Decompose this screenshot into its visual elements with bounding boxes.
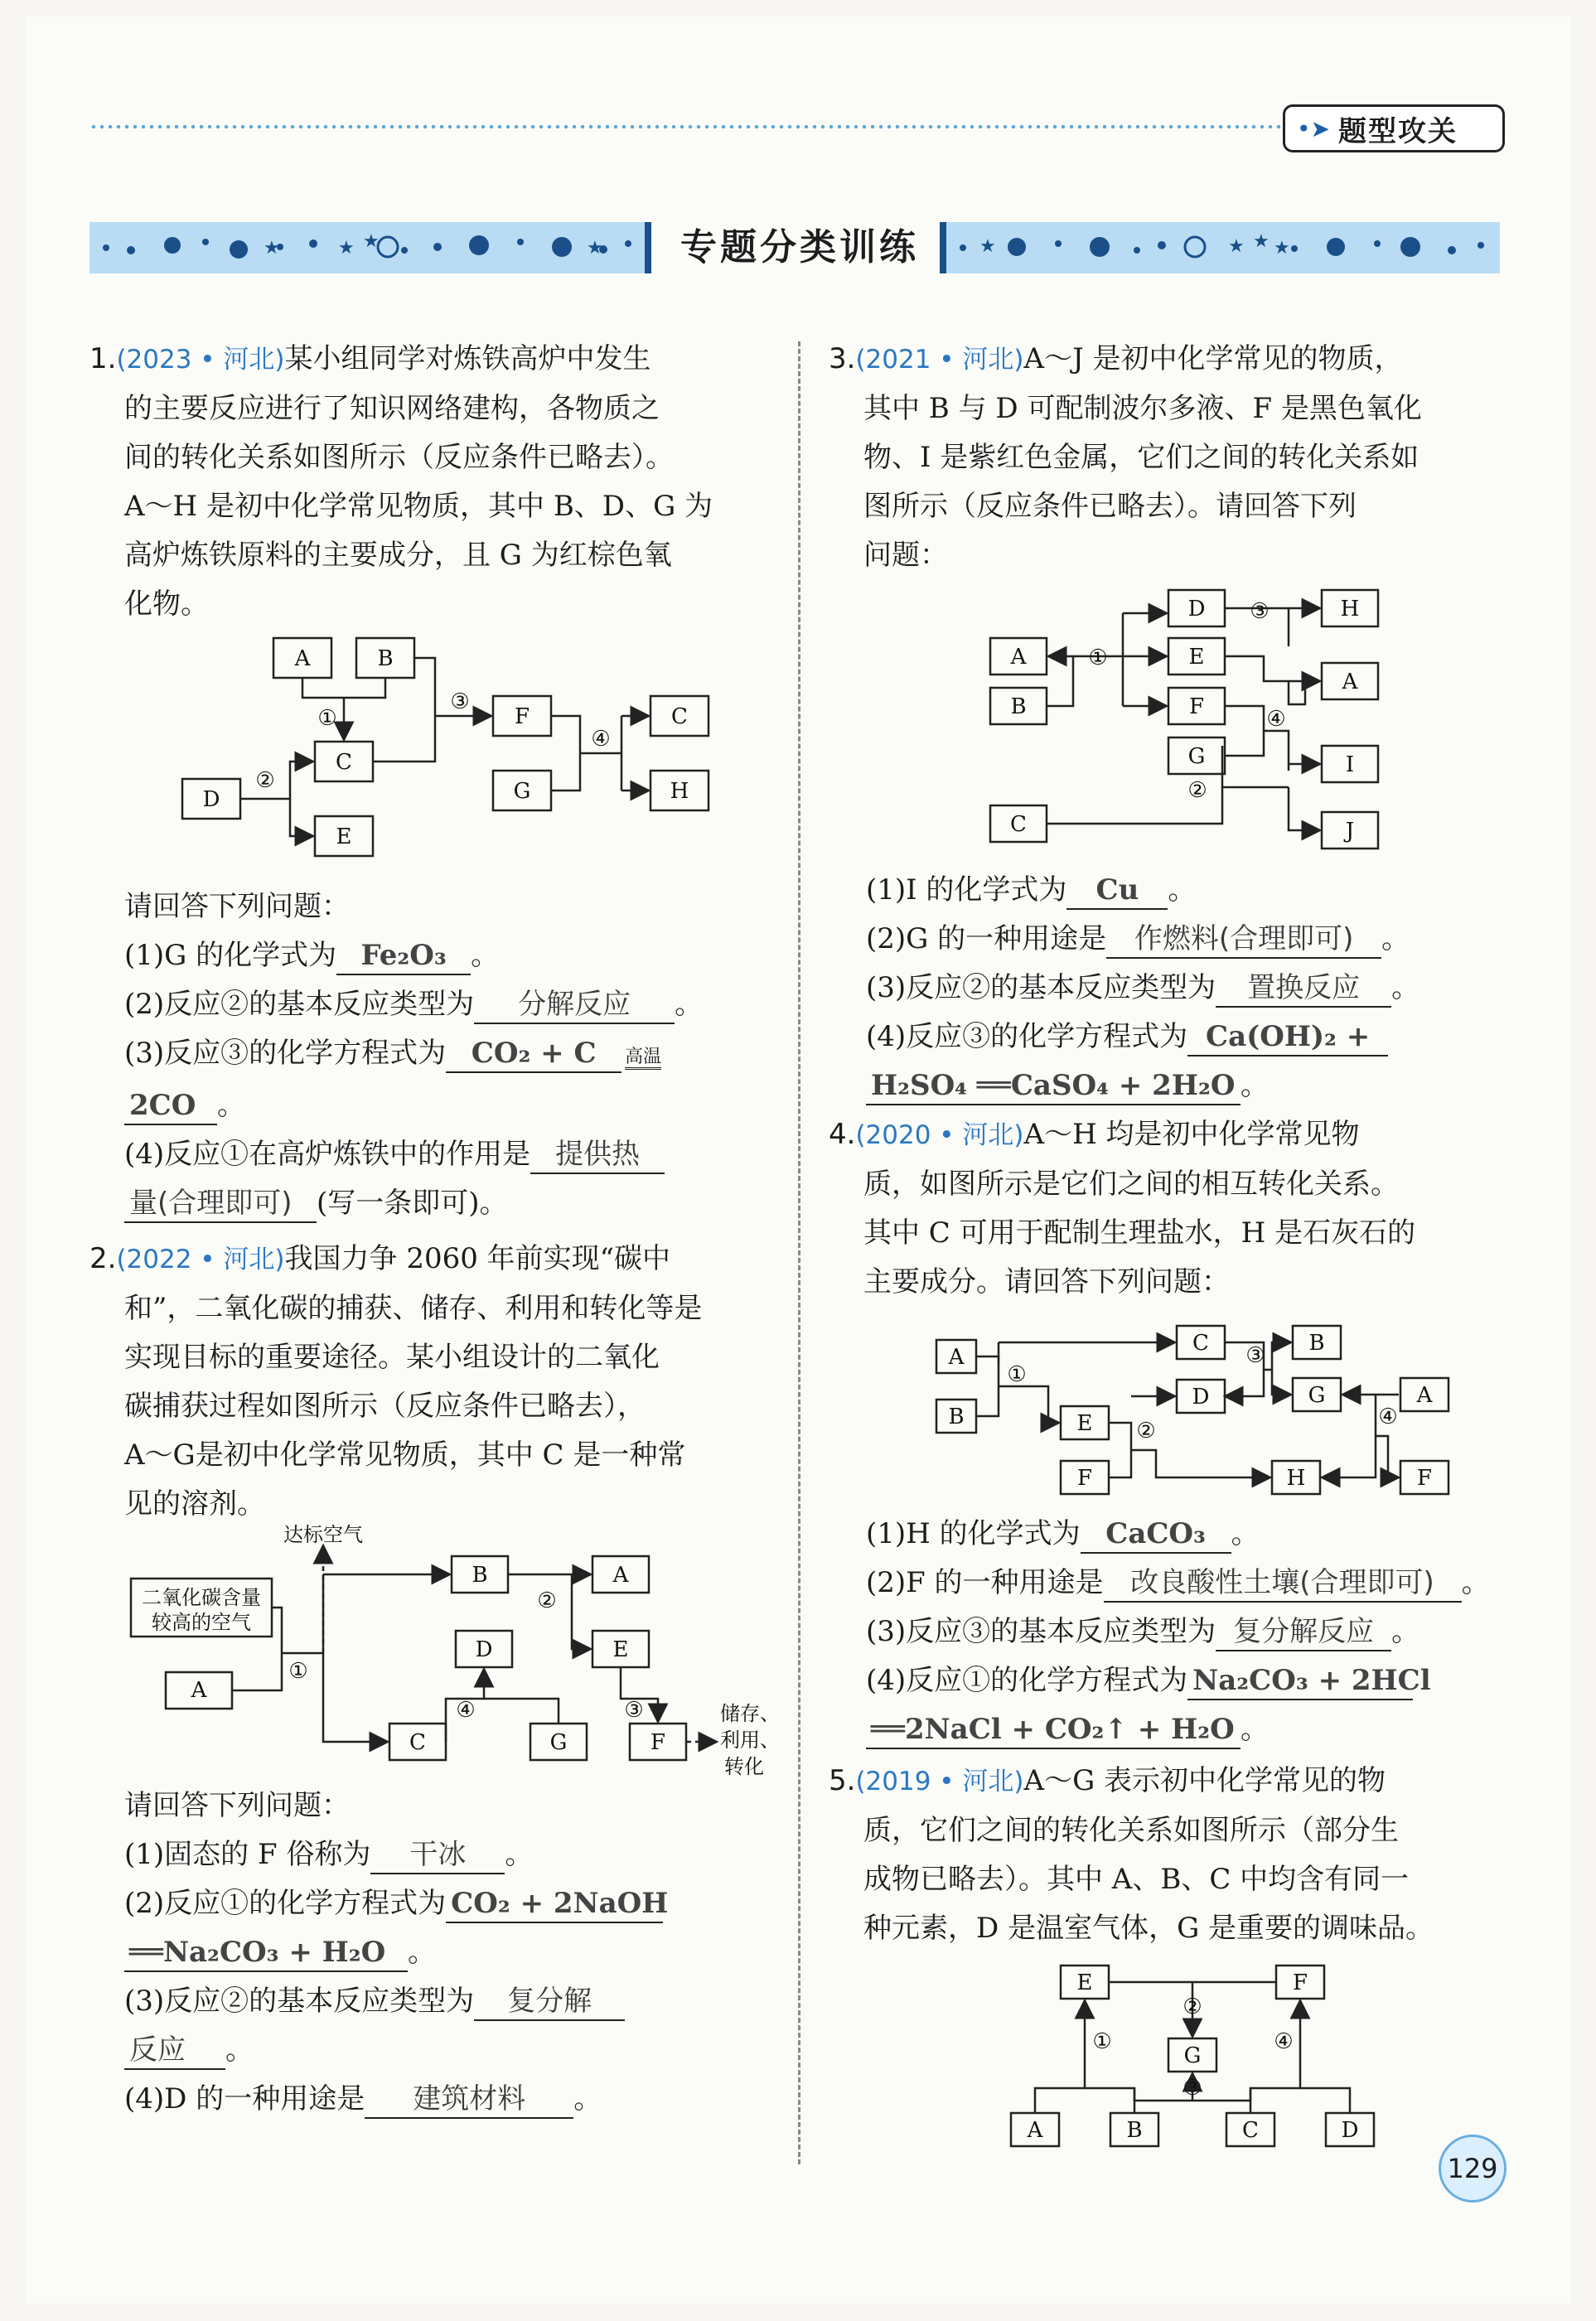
subquestion-4-note: (写一条即可)。 <box>317 1187 508 1220</box>
question-number: 5. <box>829 1764 856 1797</box>
question-text-line: 和”，二氧化碳的捕获、储存、利用和转化等是 <box>124 1292 703 1325</box>
reaction-4-label: ④ <box>1266 707 1286 732</box>
answer-blank[interactable]: H₂SO₄ ══CaSO₄ + 2H₂O <box>866 1067 1241 1105</box>
question-text-line: 主要成分。请回答下列问题： <box>863 1265 1230 1298</box>
question-number: 2. <box>89 1242 117 1275</box>
subquestion-1-text: (1)H 的化学式为 <box>866 1517 1081 1550</box>
answer-blank[interactable]: 提供热 <box>530 1136 665 1174</box>
node-F: F <box>650 1730 666 1755</box>
svg-text:★: ★ <box>1274 238 1290 259</box>
subquestion-3-text: (3)反应②的基本反应类型为 <box>866 971 1216 1004</box>
banner-right-decoration <box>946 222 1500 273</box>
section-tag-label: 题型攻关 <box>1337 114 1458 148</box>
punctuation: 。 <box>217 1089 245 1122</box>
node-G: G <box>549 1730 568 1755</box>
label-store-1: 储存、 <box>720 1702 780 1725</box>
reaction-1-label: ① <box>317 706 337 731</box>
question-1 <box>89 335 769 629</box>
subquestion-1-text: (1)I 的化学式为 <box>866 873 1067 907</box>
reaction-1-label: ① <box>1092 2029 1112 2054</box>
punctuation: 。 <box>505 1838 534 1871</box>
node-C: C <box>409 1730 426 1755</box>
node-H: H <box>1286 1466 1306 1491</box>
punctuation: 。 <box>1461 1566 1490 1599</box>
punctuation: 。 <box>1168 873 1197 907</box>
node-C: C <box>336 750 352 775</box>
question-text-line: 质，如图所示是它们之间的相互转化关系。 <box>863 1168 1399 1201</box>
q3-diagram <box>982 580 1413 865</box>
label-high-co2-air-2: 较高的空气 <box>152 1611 251 1634</box>
punctuation: 。 <box>471 939 500 972</box>
node-A: A <box>1027 2118 1043 2143</box>
punctuation: 。 <box>675 988 704 1021</box>
answer-blank[interactable]: Na₂CO₃ + 2HCl <box>1187 1662 1413 1700</box>
node-A: A <box>1010 645 1027 670</box>
question-text-line: 的主要反应进行了知识网络建构，各物质之 <box>124 392 660 425</box>
node-C: C <box>1192 1331 1209 1356</box>
reaction-2-label: ② <box>1187 778 1207 803</box>
question-number: 3. <box>829 342 856 375</box>
question-text-line: 其中 C 可用于配制生理盐水，H 是石灰石的 <box>863 1216 1416 1250</box>
node-E: E <box>1076 1970 1093 1995</box>
header-dotted-line <box>89 124 1283 129</box>
reaction-3-label: ③ <box>1250 599 1270 624</box>
question-source: (2023 • 河北) <box>116 345 285 375</box>
node-B: B <box>1126 2118 1143 2143</box>
node-B2: B <box>1308 1331 1325 1356</box>
node-I: I <box>1345 752 1355 777</box>
question-text-line: 种元素，D 是温室气体，G 是重要的调味品。 <box>863 1912 1434 1945</box>
node-C: C <box>1010 812 1027 837</box>
subquestion-1-text: (1)G 的化学式为 <box>124 939 337 972</box>
punctuation: 。 <box>1241 1713 1269 1746</box>
question-2-subquestions <box>124 1782 771 2124</box>
answer-blank[interactable]: CaCO₃ <box>1081 1516 1231 1554</box>
question-source: (2021 • 河北) <box>855 345 1024 375</box>
answer-blank[interactable]: 2CO <box>124 1087 217 1125</box>
node-B: B <box>472 1563 488 1588</box>
node-F: F <box>1076 1466 1093 1491</box>
node-D: D <box>475 1637 493 1662</box>
node-C: C <box>1242 2118 1259 2143</box>
answer-blank[interactable]: CO₂ + C <box>446 1035 621 1073</box>
punctuation: 。 <box>225 2033 254 2067</box>
banner-left-bar <box>645 222 651 273</box>
question-number: 4. <box>829 1118 856 1151</box>
question-source: (2022 • 河北) <box>116 1245 285 1274</box>
node-C2: C <box>671 704 688 729</box>
answer-blank[interactable]: ══Na₂CO₃ + H₂O <box>124 1934 408 1972</box>
reaction-2-label: ② <box>537 1588 557 1613</box>
answer-blank[interactable]: 作燃料(合理即可) <box>1106 921 1381 959</box>
svg-text:★: ★ <box>1253 231 1270 252</box>
punctuation: 。 <box>1231 1517 1260 1550</box>
question-text-line: 问题： <box>863 539 948 572</box>
answer-blank[interactable]: 反应 <box>124 2032 225 2070</box>
node-A2: A <box>1416 1383 1433 1408</box>
subquestion-3-text: (3)反应③的化学方程式为 <box>124 1037 447 1070</box>
subquestion-4-text: (4)反应①在高炉炼铁中的作用是 <box>124 1138 531 1171</box>
subquestion-2-text: (2)G 的一种用途是 <box>866 922 1107 955</box>
banner-left-decoration <box>89 222 645 273</box>
q4-diagram <box>924 1313 1471 1507</box>
svg-text:★: ★ <box>587 238 603 259</box>
subquestion-2-text: (2)F 的一种用途是 <box>866 1566 1104 1599</box>
page-number: 129 <box>1439 2135 1507 2203</box>
subquestion-1-text: (1)固态的 F 俗称为 <box>124 1838 371 1871</box>
node-A: A <box>948 1345 965 1370</box>
question-number: 1. <box>89 342 117 375</box>
question-text-line: A～J 是初中化学常见的物质， <box>1023 342 1403 375</box>
question-text-line: 其中 B 与 D 可配制波尔多液、F 是黑色氧化 <box>863 392 1422 425</box>
q5-diagram <box>994 1956 1392 2158</box>
answer-blank[interactable]: 建筑材料 <box>365 2081 573 2119</box>
question-text-line: A～H 是初中化学常见物质，其中 B、D、G 为 <box>124 490 713 523</box>
svg-text:★: ★ <box>363 231 380 252</box>
punctuation: 。 <box>1241 1069 1269 1102</box>
reaction-1-label: ① <box>1088 646 1108 670</box>
label-store-3: 转化 <box>724 1755 764 1778</box>
punctuation: 。 <box>1381 922 1410 955</box>
q2-diagram <box>124 1525 787 1785</box>
banner-title: 专题分类训练 <box>680 226 919 268</box>
label-high-co2-air-1: 二氧化碳含量 <box>142 1586 261 1609</box>
node-D: D <box>1192 1385 1210 1410</box>
node-A2: A <box>612 1563 629 1588</box>
double-arrow-icon: •➤ <box>1297 114 1330 143</box>
reaction-1-label: ① <box>288 1659 308 1684</box>
subquestion-2-text: (2)反应②的基本反应类型为 <box>124 988 475 1021</box>
question-text-line: 成物已略去）。其中 A、B、C 中均含有同一 <box>863 1863 1410 1896</box>
question-text-line: 我国力争 2060 年前实现“碳中 <box>284 1242 671 1275</box>
answer-blank[interactable]: 复分解反应 <box>1216 1613 1391 1651</box>
answer-blank[interactable]: Cu <box>1066 872 1168 910</box>
question-text-line: 某小组同学对炼铁高炉中发生 <box>284 342 651 375</box>
subquestion-3-text: (3)反应②的基本反应类型为 <box>124 1985 475 2018</box>
node-G: G <box>1183 2043 1202 2068</box>
svg-text:★: ★ <box>1228 236 1245 257</box>
node-G: G <box>1187 744 1206 769</box>
reaction-2-label: ② <box>255 768 275 793</box>
question-text-line: A～G 表示初中化学常见的物 <box>1023 1764 1386 1797</box>
question-text-line: 图所示（反应条件已略去）。请回答下列 <box>863 490 1357 523</box>
question-source: (2019 • 河北) <box>855 1767 1024 1796</box>
section-tag <box>1283 104 1505 152</box>
question-text-line: 化物。 <box>124 588 209 621</box>
node-E: E <box>1076 1411 1093 1436</box>
question-1-subquestions <box>124 882 771 1228</box>
question-2 <box>89 1235 769 1529</box>
question-text-line: A～H 均是初中化学常见物 <box>1023 1118 1360 1151</box>
svg-text:★: ★ <box>264 238 280 259</box>
node-A2: A <box>1342 670 1358 694</box>
subquestion-2-text: (2)反应①的化学方程式为 <box>124 1887 447 1920</box>
question-4-subquestions <box>866 1510 1512 1754</box>
reaction-condition: 高温 <box>625 1047 661 1070</box>
reaction-1-label: ① <box>1007 1362 1027 1387</box>
punctuation: 。 <box>573 2082 602 2115</box>
question-text-line: 见的溶剂。 <box>124 1487 265 1521</box>
subquestion-4-text: (4)反应①的化学方程式为 <box>866 1664 1188 1697</box>
svg-text:★: ★ <box>338 238 355 259</box>
reaction-3-label: ③ <box>624 1698 644 1723</box>
question-text-line: 间的转化关系如图所示（反应条件已略去）。 <box>124 441 674 474</box>
node-E: E <box>1188 645 1205 670</box>
answer-blank[interactable]: 分解反应 <box>474 986 675 1024</box>
answer-blank[interactable]: Ca(OH)₂ + <box>1187 1018 1388 1057</box>
answer-blank[interactable]: 复分解 <box>474 1983 625 2021</box>
node-F: F <box>1292 1970 1308 1995</box>
question-5 <box>829 1757 1508 1953</box>
question-text-line: 物、I 是紫红色金属，它们之间的转化关系如 <box>863 441 1419 474</box>
reaction-3-label: ③ <box>1245 1343 1265 1368</box>
node-F: F <box>1188 694 1205 719</box>
q1-diagram <box>174 630 738 882</box>
reaction-2-label: ② <box>1136 1419 1156 1443</box>
punctuation: 。 <box>1391 971 1420 1004</box>
reaction-3-label: ③ <box>450 689 470 714</box>
answer-blank[interactable]: Fe₂O₃ <box>336 937 471 975</box>
reaction-2-label: ② <box>1182 1995 1202 2019</box>
question-text-line: 碳捕获过程如图所示（反应条件已略去）， <box>124 1390 646 1423</box>
question-source: (2020 • 河北) <box>855 1120 1024 1150</box>
node-B: B <box>948 1405 965 1429</box>
answer-blank[interactable]: CO₂ + 2NaOH <box>446 1885 663 1923</box>
svg-text:★: ★ <box>979 236 996 257</box>
answer-blank[interactable]: 置换反应 <box>1216 970 1391 1008</box>
node-G: G <box>1308 1383 1326 1408</box>
question-text-line: 实现目标的重要途径。某小组设计的二氧化 <box>124 1341 660 1374</box>
answer-blank[interactable]: 量(合理即可) <box>124 1185 317 1223</box>
answer-blank[interactable]: 改良酸性土壤(合理即可) <box>1104 1564 1462 1603</box>
node-H: H <box>1340 597 1360 621</box>
answer-blank[interactable]: ══2NaCl + CO₂↑ + H₂O <box>866 1711 1241 1749</box>
node-A: A <box>191 1678 207 1703</box>
question-4 <box>829 1110 1508 1307</box>
subquestion-3-text: (3)反应③的基本反应类型为 <box>866 1615 1216 1648</box>
subquestion-4-text: (4)反应③的化学方程式为 <box>866 1020 1188 1053</box>
node-E: E <box>612 1637 629 1662</box>
node-F: F <box>514 704 530 729</box>
reaction-4-label: ④ <box>1378 1405 1398 1429</box>
reaction-3-label: ③ <box>1182 2076 1202 2101</box>
answer-prompt: 请回答下列问题： <box>124 1789 350 1822</box>
question-text-line: A～G是初中化学常见物质，其中 C 是一种常 <box>124 1439 686 1472</box>
node-B: B <box>1010 694 1027 719</box>
node-J: J <box>1345 819 1355 844</box>
node-D: D <box>1187 597 1206 621</box>
node-B: B <box>377 646 394 671</box>
node-D: D <box>1341 2118 1359 2143</box>
question-3 <box>829 335 1508 580</box>
banner-right-bar <box>940 222 946 273</box>
punctuation: 。 <box>408 1936 436 1969</box>
subquestion-4-text: (4)D 的一种用途是 <box>124 2082 365 2115</box>
question-3-subquestions <box>866 866 1512 1110</box>
node-G: G <box>513 779 531 804</box>
node-F2: F <box>1416 1466 1433 1491</box>
label-store-2: 利用、 <box>720 1729 780 1752</box>
reaction-4-label: ④ <box>591 727 611 752</box>
column-divider <box>798 341 800 2164</box>
node-H: H <box>670 779 689 804</box>
question-text-line: 高炉炼铁原料的主要成分，且 G 为红棕色氧 <box>124 539 672 572</box>
answer-prompt: 请回答下列问题： <box>124 890 350 923</box>
node-A: A <box>294 646 311 671</box>
answer-blank[interactable]: 干冰 <box>370 1836 505 1874</box>
question-text-line: 质，它们之间的转化关系如图所示（部分生 <box>863 1814 1399 1847</box>
node-E: E <box>336 824 352 849</box>
label-standard-air: 达标空气 <box>283 1525 363 1546</box>
reaction-4-label: ④ <box>1274 2029 1294 2054</box>
punctuation: 。 <box>1391 1615 1420 1648</box>
node-D: D <box>202 787 220 812</box>
reaction-4-label: ④ <box>456 1698 476 1723</box>
